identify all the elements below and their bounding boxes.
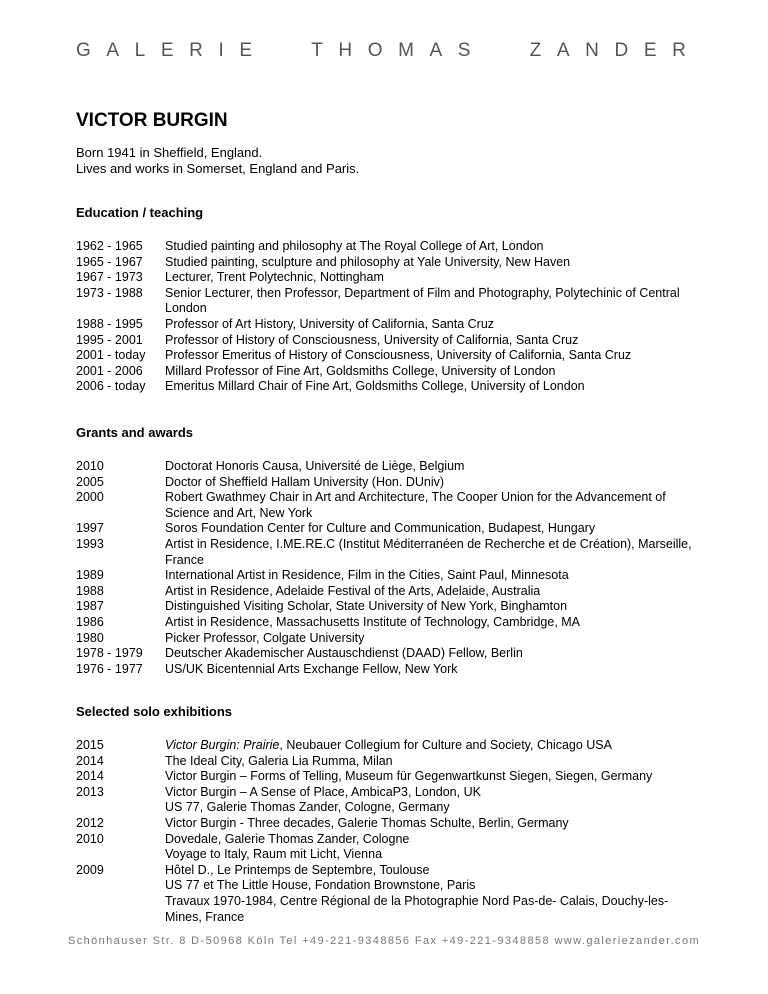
entry-text: Artist in Residence, Adelaide Festival of the Arts, Adelaide, Australia: [165, 583, 541, 598]
letterhead-letter: A: [429, 40, 443, 61]
entry-text: Soros Foundation Center for Culture and Communication, Budapest, Hungary: [165, 521, 596, 536]
education-heading: Education / teaching: [76, 205, 204, 220]
entry-text: US 77, Galerie Thomas Zander, Cologne, Germany: [165, 800, 450, 815]
entry-text: Professor of History of Consciousness, University of California, Santa Cruz: [165, 332, 579, 347]
list-item: [76, 769, 696, 785]
entry-text: Senior Lecturer, then Professor, Department of Film and Photography, Polytechinic of Central London: [165, 285, 680, 316]
list-item: [76, 599, 696, 615]
entry-text: Victor Burgin – A Sense of Place, AmbicaP3, London, UK: [165, 784, 481, 799]
list-item: [76, 317, 696, 333]
entry-year: 1988: [76, 583, 104, 598]
letterhead-letter: E: [643, 40, 657, 61]
entry-year: 1976 - 1977: [76, 661, 143, 676]
list-item: [76, 662, 696, 678]
list-item: [76, 475, 696, 491]
entry-year: [76, 878, 165, 894]
entry-text: The Ideal City, Galeria Lia Rumma, Milan: [165, 753, 393, 768]
entry-year: 1973 - 1988: [76, 285, 143, 300]
list-item: [76, 333, 696, 349]
entry-year: 2015: [76, 738, 104, 752]
entry-text: Hôtel D., Le Printemps de Septembre, Toulouse: [165, 862, 430, 877]
education-section: [76, 205, 696, 395]
list-item: [76, 270, 696, 286]
list-item: [76, 785, 696, 801]
education-list: [76, 239, 696, 395]
entry-text: [165, 738, 696, 754]
entry-text: Professor of Art History, University of California, Santa Cruz: [165, 316, 495, 331]
list-item: [76, 738, 696, 754]
entry-text: Emeritus Millard Chair of Fine Art, Goldsmiths College, University of London: [165, 379, 585, 394]
entry-text: Voyage to Italy, Raum mit Licht, Vienna: [165, 847, 383, 862]
entry-title-italic: Victor Burgin: Prairie: [165, 738, 280, 752]
entry-year: 1967 - 1973: [76, 270, 143, 285]
entry-year: 2009: [76, 862, 104, 877]
entry-text: Dovedale, Galerie Thomas Zander, Cologne: [165, 831, 410, 846]
letterhead-letter: I: [218, 40, 224, 61]
list-item: [76, 286, 696, 317]
entry-text: Artist in Residence, I.ME.RE.C (Institut Méditerranéen de Recherche et de Création), Marseille, France: [165, 536, 692, 567]
entry-year: 1988 - 1995: [76, 316, 143, 331]
entry-year: 2000: [76, 490, 104, 505]
letterhead-letter: N: [585, 40, 599, 61]
entry-year: 2006 - today: [76, 379, 146, 394]
letterhead-gap: [268, 40, 296, 62]
entry-year: 2014: [76, 769, 104, 784]
list-item: [76, 615, 696, 631]
entry-year: 2010: [76, 831, 104, 846]
letterhead-letter: R: [672, 40, 686, 61]
list-item: [76, 646, 696, 662]
letterhead-letter: G: [76, 40, 91, 61]
entry-year: [76, 800, 165, 816]
list-item: [76, 537, 696, 568]
list-item: [76, 847, 696, 863]
entry-year: 2001 - today: [76, 348, 146, 363]
entry-year: 1993: [76, 536, 104, 551]
gallery-letterhead: [76, 40, 686, 62]
entry-text: Studied painting, sculpture and philosophy at Yale University, New Haven: [165, 254, 571, 269]
entry-text: Travaux 1970-1984, Centre Régional de la Photographie Nord Pas-de- Calais, Douchy-les-Mines, France: [165, 893, 669, 924]
entry-text: Artist in Residence, Massachusetts Institute of Technology, Cambridge, MA: [165, 614, 581, 629]
letterhead-letter: O: [367, 40, 383, 61]
grants-list: [76, 459, 696, 677]
entry-year: 1986: [76, 614, 104, 629]
entry-text: Picker Professor, Colgate University: [165, 630, 365, 645]
entry-year: 1995 - 2001: [76, 332, 143, 347]
entry-year: [76, 894, 165, 925]
letterhead-letter: Z: [529, 40, 542, 61]
artist-name: VICTOR BURGIN: [76, 110, 228, 131]
letterhead-letter: M: [398, 40, 414, 61]
list-item: [76, 878, 696, 894]
entry-year: 1962 - 1965: [76, 239, 143, 253]
entry-text: Professor Emeritus of History of Consciousness, University of California, Santa Cruz: [165, 348, 632, 363]
entry-text: Deutscher Akademischer Austauschdienst (DAAD) Fellow, Berlin: [165, 646, 523, 661]
letterhead-letter: E: [239, 40, 252, 61]
list-item: [76, 490, 696, 521]
entry-text: International Artist in Residence, Film in the Cities, Saint Paul, Minnesota: [165, 568, 569, 583]
entry-year: 2014: [76, 753, 104, 768]
entry-text: Millard Professor of Fine Art, Goldsmiths College, University of London: [165, 363, 556, 378]
list-item: [76, 894, 696, 925]
list-item: [76, 863, 696, 879]
entry-text: Doctorat Honoris Causa, Université de Liège, Belgium: [165, 459, 465, 473]
list-item: [76, 379, 696, 395]
letterhead-letter: R: [189, 40, 203, 61]
grants-heading: Grants and awards: [76, 425, 194, 440]
letterhead-letter: H: [338, 40, 353, 61]
list-item: [76, 255, 696, 271]
bio-residence: Lives and works in Somerset, England and Paris.: [76, 161, 360, 176]
entry-text: Distinguished Visiting Scholar, State University of New York, Binghamton: [165, 599, 568, 614]
letterhead-letter: A: [106, 40, 120, 61]
bio-birth: Born 1941 in Sheffield, England.: [76, 145, 263, 160]
entry-text: Doctor of Sheffield Hallam University (Hon. DUniv): [165, 474, 445, 489]
entry-year: 2001 - 2006: [76, 363, 143, 378]
entry-year: 2012: [76, 815, 104, 830]
grants-section: [76, 425, 696, 677]
solo-exhibitions-list: [76, 738, 696, 925]
solo-exhibitions-heading: Selected solo exhibitions: [76, 704, 233, 719]
list-item: [76, 631, 696, 647]
entry-year: 1989: [76, 568, 104, 583]
entry-year: 2010: [76, 459, 104, 473]
letterhead-letter: L: [134, 40, 146, 61]
entry-year: [76, 847, 165, 863]
letterhead-gap: [486, 40, 514, 62]
list-item: [76, 459, 696, 475]
letterhead-letter: S: [457, 40, 471, 61]
entry-details: , Neubauer Collegium for Culture and Society, Chicago USA: [279, 738, 612, 752]
list-item: [76, 754, 696, 770]
list-item: [76, 584, 696, 600]
entry-text: Studied painting and philosophy at The Royal College of Art, London: [165, 239, 544, 253]
artist-bio: [76, 145, 359, 177]
letterhead-letter: E: [160, 40, 174, 61]
letterhead-letter: D: [614, 40, 629, 61]
entry-text: US/UK Bicentennial Arts Exchange Fellow, New York: [165, 661, 458, 676]
footer-address: Schönhauser Str. 8 D-50968 Köln Tel +49-221-9348856 Fax +49-221-9348858 www.galeriezander.com: [67, 935, 701, 947]
list-item: [76, 348, 696, 364]
entry-year: 1980: [76, 630, 104, 645]
list-item: [76, 521, 696, 537]
list-item: [76, 832, 696, 848]
entry-year: 1987: [76, 599, 104, 614]
entry-text: Victor Burgin – Forms of Telling, Museum für Gegenwartkunst Siegen, Siegen, Germany: [165, 769, 653, 784]
list-item: [76, 816, 696, 832]
entry-text: Lecturer, Trent Polytechnic, Nottingham: [165, 270, 384, 285]
entry-text: US 77 et The Little House, Fondation Brownstone, Paris: [165, 878, 476, 893]
entry-year: 1978 - 1979: [76, 646, 143, 661]
letterhead-letter: A: [556, 40, 570, 61]
entry-year: 1965 - 1967: [76, 254, 143, 269]
list-item: [76, 364, 696, 380]
entry-text: Victor Burgin - Three decades, Galerie Thomas Schulte, Berlin, Germany: [165, 815, 569, 830]
letterhead-letter: T: [311, 40, 323, 61]
list-item: [76, 239, 696, 255]
entry-year: 2013: [76, 784, 104, 799]
list-item: [76, 800, 696, 816]
entry-year: 2005: [76, 474, 104, 489]
entry-text: Robert Gwathmey Chair in Art and Architecture, The Cooper Union for the Advancement of Science and Art, New York: [165, 490, 666, 520]
list-item: [76, 568, 696, 584]
solo-exhibitions-section: [76, 704, 696, 925]
entry-year: 1997: [76, 521, 104, 536]
